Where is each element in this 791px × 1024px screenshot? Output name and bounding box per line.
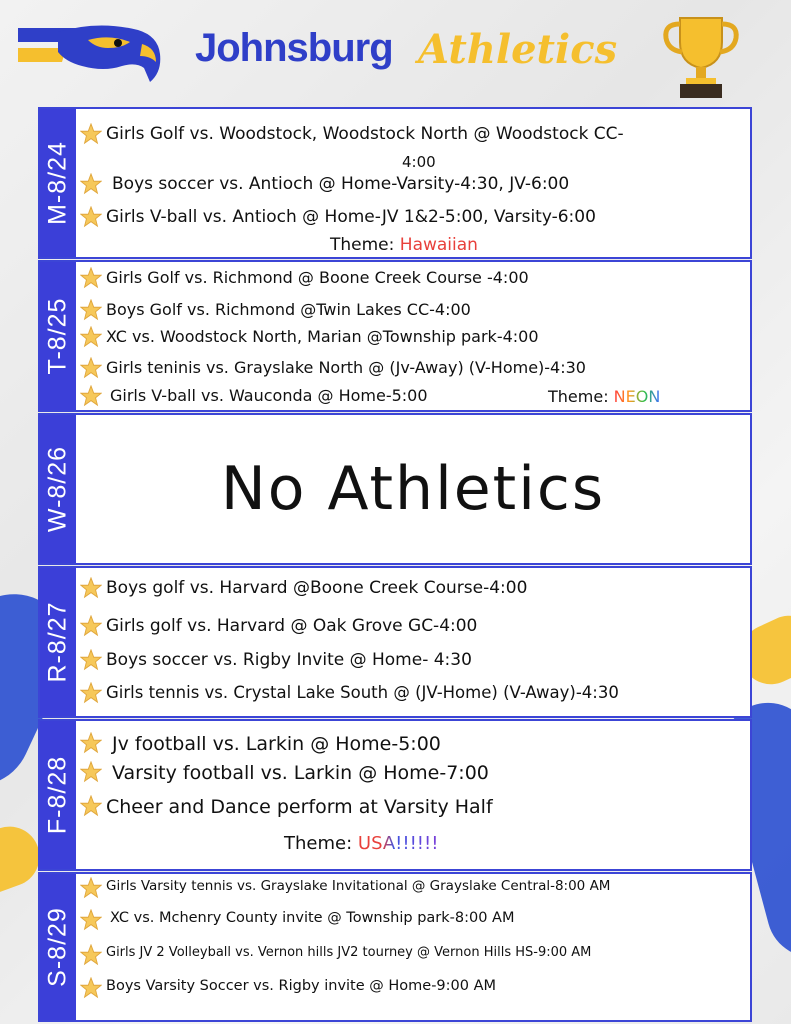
star-icon — [80, 795, 102, 817]
trophy-icon — [662, 12, 740, 100]
star-icon — [80, 357, 102, 379]
seahawk-logo — [18, 22, 163, 84]
theme-line — [548, 387, 660, 406]
event-text: Boys Varsity Soccer vs. Rigby invite @ Home-9:00 AM — [106, 978, 497, 994]
theme-label: Theme: — [284, 833, 353, 854]
theme-value: Hawaiian — [399, 235, 478, 255]
theme-value: NEON — [613, 387, 661, 406]
list-item — [80, 978, 746, 999]
day-label: F-8/28 — [43, 755, 72, 835]
list-item — [80, 650, 746, 671]
star-icon — [80, 682, 102, 704]
event-text: Girls JV 2 Volleyball vs. Vernon hills JV2 tourney @ Vernon Hills HS-9:00 AM — [106, 945, 592, 960]
list-item — [80, 578, 746, 599]
event-text: Girls Golf vs. Richmond @ Boone Creek Course -4:00 — [106, 268, 529, 287]
event-text-continued: 4:00 — [402, 153, 436, 171]
title-athletics: Athletics — [418, 26, 618, 73]
event-text: Girls teninis vs. Grayslake North @ (Jv-Away) (V-Home)-4:30 — [106, 358, 586, 377]
day-card-monday — [38, 107, 752, 259]
list-item — [80, 733, 746, 755]
event-text: Girls Golf vs. Woodstock, Woodstock North @ Woodstock CC- — [106, 124, 624, 144]
event-text: XC vs. Mchenry County invite @ Township park-8:00 AM — [110, 910, 515, 926]
list-item — [80, 124, 746, 145]
day-label: R-8/27 — [43, 601, 72, 683]
day-card-saturday — [38, 872, 752, 1022]
day-card-wednesday — [38, 413, 752, 565]
star-icon — [80, 123, 102, 145]
star-icon — [80, 977, 102, 999]
day-tab — [40, 109, 76, 257]
day-card-friday — [38, 719, 752, 871]
theme-line — [330, 235, 478, 255]
star-icon — [80, 206, 102, 228]
list-item — [80, 358, 746, 379]
list-item — [80, 878, 746, 899]
day-card-tuesday — [38, 260, 752, 412]
star-icon — [80, 385, 102, 407]
theme-line — [284, 833, 438, 854]
day-tab — [40, 568, 76, 716]
list-item — [80, 616, 746, 637]
star-icon — [80, 761, 102, 783]
day-tab — [40, 874, 76, 1020]
list-item — [80, 910, 746, 931]
event-text: Girls golf vs. Harvard @ Oak Grove GC-4:00 — [106, 616, 478, 636]
star-icon — [80, 944, 102, 966]
event-text: Girls tennis vs. Crystal Lake South @ (JV-Home) (V-Away)-4:30 — [106, 683, 619, 702]
event-text: Boys soccer vs. Rigby Invite @ Home- 4:30 — [106, 650, 472, 670]
theme-value: USA!!!!!! — [357, 833, 439, 854]
list-item — [80, 300, 746, 321]
day-label: T-8/25 — [43, 297, 72, 375]
list-item — [80, 945, 746, 966]
list-item — [80, 762, 746, 784]
event-text: Cheer and Dance perform at Varsity Half — [106, 796, 493, 818]
star-icon — [80, 326, 102, 348]
star-icon — [80, 909, 102, 931]
list-item — [80, 174, 746, 195]
event-text: Boys golf vs. Harvard @Boone Creek Course-4:00 — [106, 578, 528, 598]
star-icon — [80, 732, 102, 754]
title-johnsburg: Johnsburg — [195, 26, 393, 70]
star-icon — [80, 649, 102, 671]
star-icon — [80, 877, 102, 899]
list-item — [80, 327, 746, 348]
day-card-thursday — [38, 566, 752, 718]
list-item — [80, 268, 746, 289]
event-text: Varsity football vs. Larkin @ Home-7:00 — [112, 762, 489, 784]
star-icon — [80, 267, 102, 289]
day-tab — [40, 721, 76, 869]
list-item — [80, 796, 746, 818]
star-icon — [80, 577, 102, 599]
event-text: Boys soccer vs. Antioch @ Home-Varsity-4:30, JV-6:00 — [112, 174, 570, 194]
list-item — [80, 207, 746, 228]
star-icon — [80, 615, 102, 637]
day-label: W-8/26 — [43, 445, 72, 533]
event-text: Girls V-ball vs. Antioch @ Home-JV 1&2-5:00, Varsity-6:00 — [106, 207, 596, 227]
event-text: Jv football vs. Larkin @ Home-5:00 — [112, 733, 441, 755]
day-label: S-8/29 — [43, 907, 72, 987]
list-item — [80, 683, 746, 704]
event-text: XC vs. Woodstock North, Marian @Township park-4:00 — [106, 327, 539, 346]
event-text: Boys Golf vs. Richmond @Twin Lakes CC-4:00 — [106, 300, 471, 319]
star-icon — [80, 299, 102, 321]
event-text: Girls V-ball vs. Wauconda @ Home-5:00 — [110, 386, 428, 405]
header — [0, 0, 791, 105]
event-text: Girls Varsity tennis vs. Grayslake Invitational @ Grayslake Central-8:00 AM — [106, 878, 611, 894]
day-label: M-8/24 — [43, 141, 72, 225]
theme-label: Theme: — [548, 387, 609, 406]
day-tab — [40, 262, 76, 410]
no-athletics-message: No Athletics — [220, 454, 606, 524]
day-tab — [40, 415, 76, 563]
star-icon — [80, 173, 102, 195]
theme-label: Theme: — [330, 235, 395, 255]
